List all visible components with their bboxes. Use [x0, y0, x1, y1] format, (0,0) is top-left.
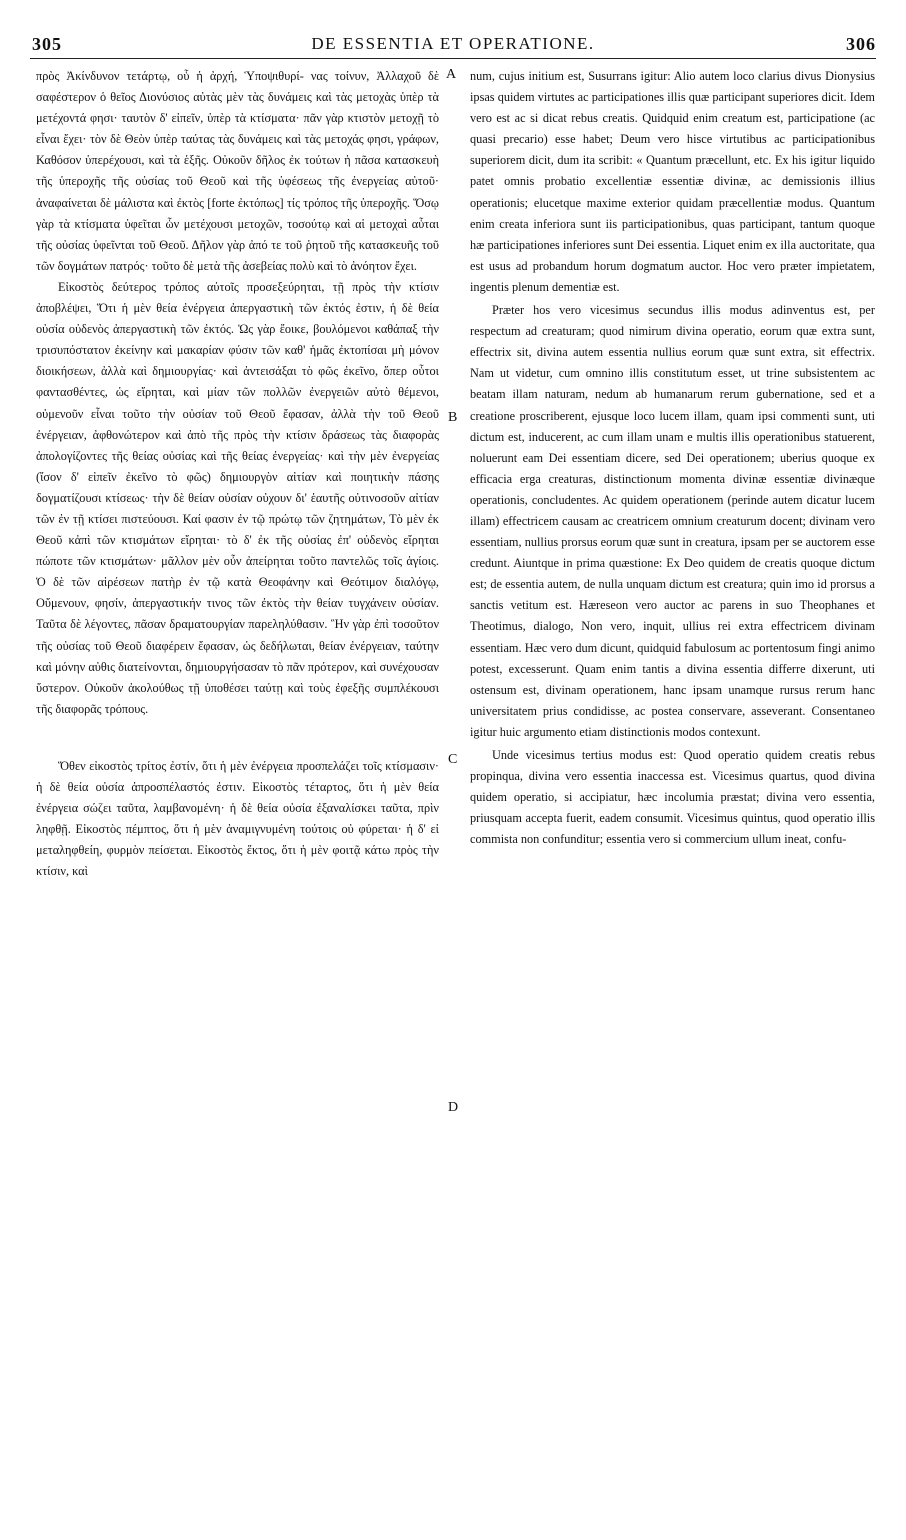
left-page-number: 305: [32, 34, 62, 54]
margin-letter-c: C: [448, 752, 458, 767]
latin-paragraph-1: num, cujus initium est, Susurrans igitur: Alio autem loco clarius divus Dionysius ipsas quidem virtutes ac participationes illis quæ participant superiores dicit. Idem vero est ac si dicat rebus creatis. Quidquid enim creatum est, participatione (ac quasi precario) esse habet; Deum vero hisce virtutibus ac participationibus superiorem dicit, dum ita scribit: « Quantum præcellunt, etc. Ex his igitur liquido patet omnis probatio excellentiæ essentiæ divinæ, ac demissionis illius operationis; elucetque maxime exterior quidam præcellentiæ modus. Quantum enim creata inferiora sunt iis participationibus, quas participant, tantum quoque hæ participationes inferiores sunt Dei essentia. Liquet enim ex illa auctoritate, qua est usus ad probandum horum dogmatum auctor. Hoc vero præter impietatem, ingentis plenum dementiæ est.: [470, 69, 875, 294]
margin-letter-b: B: [448, 410, 458, 425]
running-title: DE ESSENTIA ET OPERATIONE.: [311, 34, 595, 53]
margin-letter-d: D: [448, 1100, 459, 1115]
latin-column: [470, 66, 875, 850]
greek-paragraph-2: Εἰκοστὸς δεύτερος τρόπος αὐτοῖς προσεξεύρηται, τῇ πρὸς τὴν κτίσιν ἀποβλέψει, Ὅτι ἡ μὲν θεία ἐνέργεια ἀπεργαστικὴ τῶν ἐκτός ἐστιν, ἡ δὲ θεία οὐσία οὐδενὸς ἀπεργαστικὴ τῶν ἐκτός. Ὡς γὰρ ἔοικε, βουλόμενοι καθάπαξ τὴν τρισυπόστατον ἐκείνην καὶ μακαρίαν φύσιν τῶν καθ' ἡμᾶς ἐκτοπίσαι μὴ μόνον διοικήσεων, ἀλλὰ καὶ δημιουργίας· καὶ ἀντεισάξαι τὸ φῶς ἐκεῖνο, ὅπερ οὗτοι φαντασθέντες, ὡς εἴρηται, καὶ μίαν τῶν πολλῶν ἐνεργειῶν αὐτὸ θέμενοι, οὐμενοῦν εἶναι τοῦτο τὴν οὐσίαν τοῦ Θεοῦ ἔφασαν, ἀλλὰ τὴν τοῦ Θεοῦ ἐνέργειαν, ἀφθονώτερον καὶ ἀπὸ τῆς πρὸς τὴν κτίσιν δράσεως τὰς διαφορὰς ἀπολογίζοντες τῆς θείας οὐσίας καὶ τῆς θείας ἐνεργείας· καὶ τὴν μὲν ἐνεργείας (ἴσον δ' εἰπεῖν ἐκεῖνο τὸ φῶς) δημιουργὸν αἰτίαν καὶ ποιητικὴν πάσης δογματίζουσι κτίσεως· τὴν δὲ θείαν οὐσίαν οὐχουν δι' ἑαυτῆς οὐτινοσοῦν αἰτίαν τῶν ἐν τῇ κτίσει πιστεύουσι. Καί φασιν ἐν τῷ πρώτῳ τῶν ζητημάτων, Τὸ μὲν ἐκ Θεοῦ κἀπὶ τῶν κτισμάτων εἴρηται· τὸ δ' ἐκ τῆς οὐσίας ἐπ' οὐδενὸς εἴρηται πώποτε τῶν κτισμάτων· μᾶλλον μὲν οὖν ἀπείρηται τοῦτο παντελῶς τοῖς ἁγίοις. Ὁ δὲ τῶν αἱρέσεων πατὴρ ἐν τῷ κατὰ Θεοφάνην καὶ Θεότιμον διαλόγῳ, Οὔμενουν, φησίν, ἀπεργαστικήν τινος τῶν ἐκτὸς τὴν θείαν τυγχάνειν οὐσίαν. Ταῦτα δὲ λέγοντες, πᾶσαν δραματουργίαν παρεληλύθασιν. Ἣν γὰρ ἐπὶ τοσοῦτον τῆς οὐσίας τοῦ Θεοῦ διαφέρειν ἔφασαν, ὡς δεδήλωται, θείαν ἐνέργειαν, ταύτην καὶ μόνην αὐθις διατείνονται, δημιουργήσασαν τὸ πᾶν πρότερον, καὶ συνέχουσαν ὕστερον. Οὐκοῦν ἀκολούθως τῇ ὑποθέσει ταύτῃ καὶ τοὺς ἐφεξῆς συμπλέκουσι τῆς διαφορᾶς τρόπους.: [36, 279, 439, 716]
margin-letter-a: A: [446, 67, 457, 82]
latin-paragraph-2: Præter hos vero vicesimus secundus illis modus adinventus est, per respectum ad creaturam; quod nimirum divina operatio, eorum quæ extra sunt, effectrix sit, divina autem essentia nullius eorum quæ sunt extra, sit effectrix. Nam ut videtur, cum omnino illis constitutum esset, ut trine subsistentem ac beatam illam naturam, nedum ab humanarum rerum gubernatione, sed et a creatione proscriberent, ejusque loco lucem illam, quam ipsi commenti sunt, uti dictum est, inducerent, ac cum illam unam e multis illis operationibus statuerent, noluerunt eam Dei essentiam dicere, sed Dei operationem; uberius quoque ex efficacia erga creaturas, distinctionum momenta divinæ essentiæ divinæque operationis, concludentes. Ac quidem operationem (perinde autem dicatur lucem illam) effectricem causam ac creatricem omnium creaturum docent; divinam vero essentiam, nullius prorsus eorum quæ sunt in creatura, ipsam per se auctorem esse credunt. Aiuntque in prima quæstione: Ex Deo quidem de creatis quoque dictum est; de essentia autem, de nulla unquam dictum est creatura; quin imo id prorsus a sanctis vetitum est. Hæreseon vero auctor ac parens in suo Theophanes et Theotimus, dialogo, Non vero, inquit, ullius rei extra effectricem divinam essentiam. Hæc vero dum dicunt, quidquid fabulosum ac portentosum fingi animo potest, excesserunt. Quam enim tantis a divina essentia differre dixerunt, uti ostensum est, divinam operationem, hanc ipsam unamque rursus rerum hanc universitatem prius condidisse, ac postea conservare, asseverant. Consentaneo igitur huic argumento etiam distinctionis modos contexunt.: [470, 303, 875, 739]
header-rule: [30, 58, 876, 59]
greek-paragraph-1: πρὸς Ἀκίνδυνον τετάρτῳ, οὗ ἡ ἀρχή, Ὑποψιθυρί- νας τοίνυν, Ἀλλαχοῦ δὲ σαφέστερον ὁ θεῖος Διονύσιος αὐτὰς μὲν τὰς δυνάμεις καὶ τὰς μετοχὰς ὑπὲρ τὰ μετέχοντά φησι· ταυτὸν δ' εἰπεῖν, ὑπὲρ τὰ κτίσματα· πᾶν γὰρ κτιστὸν μετοχῇ τὸ εἶναι ἔχει· τὸν δὲ Θεὸν ὑπὲρ ταύτας τὰς δυνάμεις καὶ τὰς μετοχάς φησι, γράφων, Καθόσον ὑπερέχουσι, καὶ τὰ ἑξῆς. Οὐκοῦν δῆλος ἐκ τούτων ἡ πᾶσα κατασκευὴ τῆς ὑπεροχῆς τῆς οὐσίας τοῦ Θεοῦ καὶ τῆς ὑφέσεως τῆς ἐνεργείας αὐτοῦ· ἀναφαίνεται δὲ μάλιστα καὶ ἐκτὸς [forte ἐκτόπως] τίς τρόπος τῆς ὑπεροχῆς. Ὅσῳ γὰρ τὰ κτίσματα ὑφεῖται ὧν μετέχουσι μετοχῶν, τοσούτῳ καὶ αἱ μετοχαὶ αὗται τῆς οὐσίας ὑφεῖνται τοῦ Θεοῦ. Δῆλον γὰρ ἀπό τε τοῦ ῥητοῦ τῆς κατασκευῆς τοῦ τῶν δογμάτων πατρός· τοῦτο δὲ μετὰ τῆς ἀσεβείας πολὺ καὶ τὸ ἀνόητον ἔχει.: [36, 69, 439, 273]
greek-column: [36, 66, 439, 882]
greek-paragraph-3: Ὅθεν εἰκοστὸς τρίτος ἐστίν, ὅτι ἡ μὲν ἐνέργεια προσπελάζει τοῖς κτίσμασιν· ἡ δὲ θεία οὐσία ἀπροσπέλαστός ἐστιν. Εἰκοστὸς τέταρτος, ὅτι ἡ μὲν θεία ἐνέργεια σώζει ταῦτα, λαμβανομένη· ἡ δὲ θεία οὐσία ἐξαναλίσκει ταῦτα, πρὶν ληφθῇ. Εἰκοστὸς πέμπτος, ὅτι ἡ μὲν ἀναμιγνυμένη τούτοις οὐ φύρεται· ἡ δ' εἰ μεταληφθείη, φυρμὸν πείσεται. Εἰκοστὸς ἕκτος, ὅτι ἡ μὲν φοιτᾷ κάτω πρὸς τὴν κτίσιν, καὶ: [36, 758, 439, 879]
page-header: [30, 34, 876, 60]
right-page-number: 306: [846, 34, 876, 54]
latin-paragraph-3: Unde vicesimus tertius modus est: Quod operatio quidem creatis rebus propinqua, divina vero essentia inaccessa est. Vicesimus quartus, quod divina quidem operatio, si accipiatur, hæc incolumia præstat; divina vero essentia, priusquam accepta fuerit, eadem consumit. Vicesimus quintus, quod operatio illis commista non confunditur; essentia vero si commercium ullum ineat, confu-: [470, 748, 875, 847]
paragraph-gap: [36, 720, 439, 756]
